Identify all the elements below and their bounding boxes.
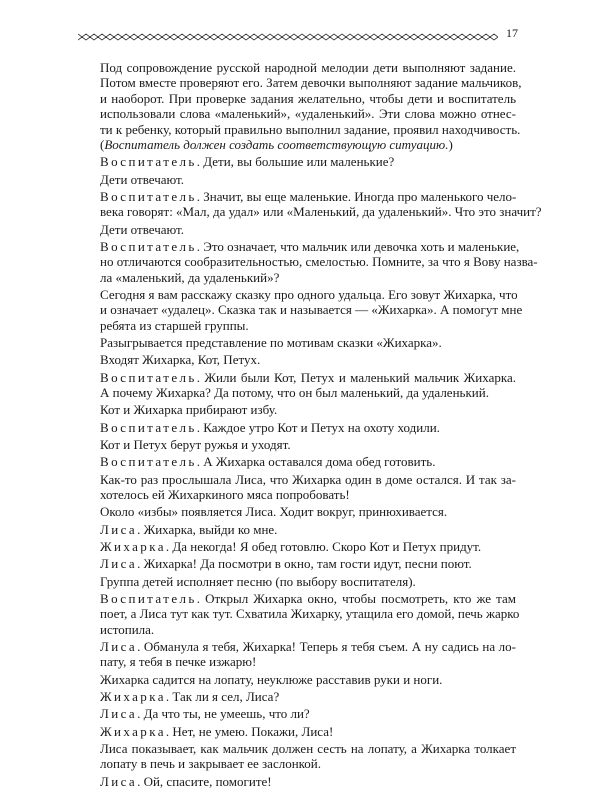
text-line: [78, 472, 516, 487]
page-number: 17: [506, 26, 518, 40]
paragraph: [78, 370, 516, 401]
text-run: пату, я тебя в печке изжарю!: [100, 654, 257, 670]
paragraph: [78, 472, 516, 503]
text-line: [78, 318, 516, 333]
text-run: . Нет, не умею. Покажи, Лиса!: [165, 723, 334, 739]
text-line: [78, 75, 522, 91]
italic-note: Воспитатель должен создать соответствующую ситуацию.: [104, 137, 449, 153]
text-run: Как-то раз прослышала Лиса, что Жихарка один в доме остался. И так за-: [100, 471, 516, 487]
text-run: Входят Жихарка, Кот, Петух.: [100, 352, 261, 368]
paragraph: [78, 741, 516, 772]
text-line: [78, 172, 516, 187]
text-line: [78, 437, 516, 452]
text-line: [78, 622, 516, 637]
text-run: . Да некогда! Я обед готовлю. Скоро Кот и Петух придут.: [165, 538, 482, 554]
paragraph: [78, 154, 516, 169]
paragraph: [78, 188, 542, 220]
text-run: Лиса показывает, как мальчик должен сесть на лопату, а Жихарка толкает: [100, 740, 516, 756]
text-line: [78, 689, 516, 704]
text-run: истопила.: [100, 621, 155, 637]
text-line: [78, 504, 516, 519]
text-line: [78, 254, 538, 270]
text-line: [78, 370, 516, 385]
paragraph: [78, 238, 538, 285]
speaker-name: Жихарка: [100, 688, 166, 704]
paragraph: [78, 335, 516, 350]
text-run: . Да что ты, не умеешь, что ли?: [137, 706, 310, 722]
speaker-name: Лиса: [100, 638, 138, 654]
text-run: . Открыл Жихарка окно, чтобы посмотреть, кто же там: [196, 590, 516, 606]
paragraph: [78, 639, 516, 670]
paragraph: [78, 574, 516, 589]
text-line: [78, 60, 516, 75]
text-run: (: [100, 137, 105, 153]
speaker-name: Воспитатель: [100, 419, 197, 435]
text-run: и означает «удалец». Сказка так и называется — «Жихарка». А помогут мне: [100, 302, 523, 318]
text-line: [78, 287, 516, 302]
text-run: Кот и Жихарка прибирают избу.: [100, 402, 278, 418]
text-line: [78, 639, 516, 654]
text-run: и наоборот. При проверке задания желательно, чтобы дети и воспитатель: [100, 90, 516, 106]
text-line: [78, 556, 516, 571]
text-line: [78, 121, 521, 137]
text-run: ): [448, 137, 453, 153]
ornament-stroke: [78, 37, 498, 40]
text-run: Жихарка садится на лопату, неуклюже расставив руки и ноги.: [100, 671, 443, 687]
paragraph: [78, 172, 516, 187]
paragraph: [78, 539, 516, 554]
text-line: [78, 270, 516, 285]
speaker-name: Воспитатель: [100, 238, 197, 254]
paragraph: [78, 672, 516, 687]
text-run: Разыгрывается представление по мотивам сказки «Жихарка».: [100, 335, 442, 351]
paragraph: [78, 420, 516, 435]
text-line: [78, 454, 516, 469]
text-line: [78, 137, 516, 152]
text-line: [78, 487, 516, 502]
ornament-stroke: [78, 34, 498, 37]
text-run: Группа детей исполняет песню (по выбору воспитателя).: [100, 573, 416, 589]
text-run: поет, а Лиса тут как тут. Схватила Жихарку, утащила его домой, печь жарко: [100, 606, 520, 622]
speaker-name: Воспитатель: [100, 454, 197, 470]
text-run: века говорят: «Мал, да удал» или «Маленький, да удаленький». Что это значит?: [100, 204, 542, 220]
text-run: . Жихарка, выйди ко мне.: [137, 521, 278, 537]
text-line: [78, 522, 516, 537]
paragraph: [78, 590, 520, 637]
text-line: [78, 756, 516, 771]
text-run: . Обманула я тебя, Жихарка! Теперь я тебя съем. А ну садись на ло-: [137, 638, 516, 654]
text-run: Сегодня я вам расскажу сказку про одного удальца. Его зовут Жихарка, что: [100, 287, 518, 303]
speaker-name: Воспитатель: [100, 369, 197, 385]
text-line: [78, 402, 516, 417]
text-run: . Так ли я сел, Лиса?: [165, 688, 280, 704]
paragraph: [78, 556, 516, 571]
text-run: ла «маленький, да удаленький»?: [100, 269, 280, 285]
text-line: [78, 654, 516, 669]
page-header: [78, 20, 518, 50]
speaker-name: Лиса: [100, 773, 138, 789]
speaker-name: Жихарка: [100, 538, 166, 554]
paragraph: [78, 287, 523, 333]
text-line: [78, 222, 516, 237]
text-line: [78, 106, 516, 121]
text-run: А почему Жихарка? Да потому, что он был маленький, да удаленький.: [100, 385, 489, 401]
text-line: [78, 302, 523, 318]
text-run: хотелось ей Жихаркиного мяса попробовать!: [100, 487, 350, 503]
paragraph: [78, 402, 516, 417]
text-line: [78, 204, 542, 220]
text-run: . А Жихарка оставался дома обед готовить.: [196, 454, 436, 470]
text-run: . Ой, спасите, помогите!: [137, 773, 272, 789]
paragraph: [78, 454, 516, 469]
text-line: [78, 539, 516, 554]
text-run: Потом вместе проверяют его. Затем девочки выполняют задание мальчиков,: [100, 75, 522, 91]
text-line: [78, 154, 516, 169]
speaker-name: Лиса: [100, 521, 138, 537]
decorative-border-ornament: [78, 32, 498, 42]
speaker-name: Лиса: [100, 556, 138, 572]
paragraph: [78, 689, 516, 704]
paragraph: [78, 522, 516, 537]
text-run: ребята из старшей группы.: [100, 317, 249, 333]
text-line: [78, 606, 520, 622]
text-run: ти к ребенку, который правильно выполнил задание, проявил находчивость.: [100, 121, 521, 137]
speaker-name: Воспитатель: [100, 590, 197, 606]
paragraph: [78, 352, 516, 367]
text-run: использовали слова «маленький», «удаленький». Эти слова можно отнес-: [100, 106, 516, 122]
speaker-name: Воспитатель: [100, 154, 197, 170]
text-run: Около «избы» появляется Лиса. Ходит вокруг, принюхивается.: [100, 504, 448, 520]
text-line: [78, 774, 516, 789]
text-line: [78, 741, 516, 756]
text-line: [78, 574, 516, 589]
text-line: [78, 420, 516, 435]
paragraph: [78, 222, 516, 237]
body-text: [78, 60, 542, 791]
text-line: [78, 672, 516, 687]
text-line: [78, 238, 520, 254]
text-run: . Значит, вы еще маленькие. Иногда про маленького чело-: [196, 188, 517, 204]
paragraph: [78, 437, 516, 452]
paragraph: [78, 706, 516, 721]
text-run: . Каждое утро Кот и Петух на охоту ходили.: [196, 419, 440, 435]
text-line: [78, 335, 516, 350]
text-line: [78, 91, 516, 106]
speaker-name: Жихарка: [100, 723, 166, 739]
text-line: [78, 352, 516, 367]
text-run: . Жили были Кот, Петух и маленький мальчик Жихарка.: [196, 369, 516, 385]
text-run: . Жихарка! Да посмотри в окно, там гости идут, песни поют.: [137, 556, 472, 572]
text-line: [78, 706, 516, 721]
text-run: . Это означает, что мальчик или девочка хоть и маленькие,: [196, 238, 520, 254]
text-run: Кот и Петух берут ружья и уходят.: [100, 437, 291, 453]
paragraph: [78, 60, 522, 153]
text-run: Под сопровождение русской народной мелодии дети выполняют задание.: [100, 60, 516, 75]
paragraph: [78, 724, 516, 739]
text-line: [78, 724, 516, 739]
speaker-name: Воспитатель: [100, 188, 197, 204]
text-line: [78, 189, 516, 204]
text-line: [78, 591, 516, 606]
text-run: лопату в печь и закрывает ее заслонкой.: [100, 756, 322, 772]
speaker-name: Лиса: [100, 706, 138, 722]
text-run: Дети отвечают.: [100, 171, 185, 187]
text-run: Дети отвечают.: [100, 221, 185, 237]
paragraph: [78, 504, 516, 519]
text-run: . Дети, вы большие или маленькие?: [196, 154, 395, 170]
paragraph: [78, 774, 516, 789]
text-line: [78, 385, 516, 400]
text-run: но отличаются сообразительностью, смелостью. Помните, за что я Вову назва-: [100, 254, 538, 270]
